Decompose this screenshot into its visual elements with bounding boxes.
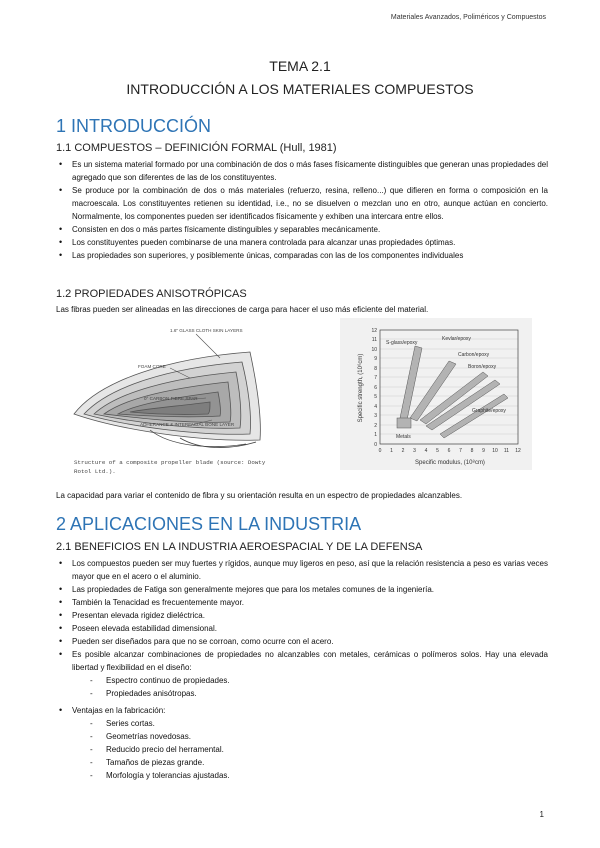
sublist-item: - Espectro continuo de propiedades. [88, 674, 548, 687]
material-boron-epoxy: Boron/epoxy [468, 364, 497, 370]
page-title: INTRODUCCIÓN A LOS MATERIALES COMPUESTOS [126, 81, 474, 97]
list-item-text: Es posible alcanzar combinaciones de propiedades no alcanzables con metales, cerámicas o polímeros solos. Hay una elevada libertad y flexibilidad en el diseño: [72, 650, 548, 672]
figure-1-caption-line-2: Rotol Ltd.). [74, 468, 116, 475]
y-tick: 5 [374, 394, 377, 400]
y-tick: 12 [371, 328, 377, 334]
section-1-heading: 1 INTRODUCCIÓN [56, 116, 212, 136]
x-tick: 10 [492, 448, 498, 454]
running-header: Materiales Avanzados, Poliméricos y Compuestos [390, 14, 546, 21]
x-tick: 5 [436, 448, 439, 454]
subsection-1-2-heading: 1.2 PROPIEDADES ANISOTRÓPICAS [56, 288, 247, 300]
list-item: • Pueden ser diseñados para que no se corroan, como ocurre con el acero. [56, 635, 548, 648]
material-graphite-epoxy: Graphite/epoxy [472, 408, 506, 414]
manufacturing-sublist [88, 717, 548, 782]
list-item: • Consisten en dos o más partes físicamente distinguibles y separables mecánicamente. [56, 223, 548, 236]
label-carbon-spar: 0° CARBON FIBRE SPAR [144, 396, 198, 401]
x-tick: 2 [401, 448, 405, 454]
y-tick: 3 [374, 413, 377, 419]
sublist-item: - Morfología y tolerancias ajustadas. [88, 769, 548, 782]
label-glass-cloth: 1.6" GLASS CLOTH SKIN LAYERS [170, 328, 243, 333]
x-tick: 4 [424, 448, 428, 454]
design-sublist [88, 674, 548, 700]
anisotropy-intro: Las fibras pueden ser alineadas en las direcciones de carga para hacer el uso más eficiente del material. [56, 305, 429, 314]
propeller-blade-diagram [60, 318, 322, 478]
x-tick: 8 [470, 448, 474, 454]
y-tick: 6 [374, 385, 377, 391]
figure-1-caption-line-1: Structure of a composite propeller blade (source: Dowty [74, 459, 266, 466]
material-carbon-epoxy: Carbon/epoxy [458, 352, 490, 358]
x-tick: 3 [413, 448, 416, 454]
material-s-glass-epoxy: S-glass/epoxy [386, 340, 418, 346]
material-metals: Metals [396, 434, 411, 440]
y-tick: 11 [371, 337, 377, 343]
list-item: • Los constituyentes pueden combinarse de una manera controlada para alcanzar unas propiedades óptimas. [56, 236, 548, 249]
list-item [56, 704, 548, 782]
label-adherance-layer: ADHERANCE & INTERFACIAL BONE LAYER [140, 422, 235, 427]
y-axis-label: Specific strength, (10⁶cm) [358, 353, 364, 423]
subsection-1-1-title: 1.1 COMPUESTOS – DEFINICIÓN FORMAL [56, 142, 277, 154]
sublist-item: - Propiedades anisótropas. [88, 687, 548, 700]
x-tick: 7 [459, 448, 462, 454]
section-2-heading: 2 APLICACIONES EN LA INDUSTRIA [56, 514, 362, 534]
list-item: • Los compuestos pueden ser muy fuertes y rígidos, aunque muy ligeros en peso, así que la relación resistencia a peso es varias veces mayor que en el acero o el aluminio. [56, 557, 548, 583]
y-tick: 7 [374, 375, 377, 381]
propeller-blade-figure [60, 318, 322, 478]
citation: (Hull, 1981) [279, 142, 337, 154]
list-item: • Las propiedades de Fatiga son generalmente mejores que para los metales comunes de la ingeniería. [56, 583, 548, 596]
list-item: • Es un sistema material formado por una combinación de dos o más fases físicamente distinguibles que generan unas propiedades del agregado que son diferentes de las de los constituyentes. [56, 158, 548, 184]
benefits-list [56, 557, 548, 782]
x-tick: 0 [378, 448, 382, 454]
material-kevlar-epoxy: Kevlar/epoxy [442, 336, 471, 342]
y-tick: 1 [374, 432, 377, 438]
y-tick: 4 [374, 404, 377, 410]
x-axis-label: Specific modulus, (10⁸cm) [415, 460, 485, 466]
anisotropy-closing: La capacidad para variar el contenido de fibra y su orientación resulta en un espectro de propiedades alcanzables. [56, 491, 463, 500]
topic-number: TEMA 2.1 [269, 58, 331, 74]
subsection-2-1-heading: 2.1 BENEFICIOS EN LA INDUSTRIA AEROESPACIAL Y DE LA DEFENSA [56, 541, 423, 553]
sublist-item: - Series cortas. [88, 717, 548, 730]
x-tick: 11 [503, 448, 510, 454]
list-item: • Poseen elevada estabilidad dimensional. [56, 622, 548, 635]
y-tick: 2 [374, 423, 377, 429]
page-number: 1 [539, 810, 544, 819]
sublist-item: - Reducido precio del herramental. [88, 743, 548, 756]
label-foam-core: FOAM CORE [138, 364, 166, 369]
list-item: • También la Tenacidad es frecuentemente mayor. [56, 596, 548, 609]
x-tick: 9 [482, 448, 485, 454]
sublist-item: - Tamaños de piezas grande. [88, 756, 548, 769]
x-tick: 6 [447, 448, 451, 454]
list-item: • Presentan elevada rigidez dieléctrica. [56, 609, 548, 622]
y-tick: 0 [374, 442, 377, 448]
y-tick: 8 [374, 366, 377, 372]
strength-modulus-chart [340, 318, 532, 470]
x-tick: 1 [390, 448, 393, 454]
list-item: • Se produce por la combinación de dos o más materiales (refuerzo, resina, relleno...) que difieren en forma o composición en la macroescala. Los constituyentes retienen su identidad, i.e., no se disuelven o mezclan uno en otro, aunque actúan en concierto. Normalmente, los componentes pueden ser identificados físicamente y exhiben una intercara entre ellos. [56, 184, 548, 223]
subsection-1-1-heading [56, 142, 337, 154]
y-tick: 9 [374, 356, 377, 362]
list-item-text: Ventajas en la fabricación: [72, 706, 166, 715]
list-item [56, 648, 548, 700]
sublist-item: - Geometrías novedosas. [88, 730, 548, 743]
y-tick: 10 [371, 347, 377, 353]
strength-modulus-diagram [340, 318, 532, 470]
definition-list [56, 158, 548, 262]
list-item: • Las propiedades son superiores, y posiblemente únicas, comparadas con las de los componentes individuales [56, 249, 548, 262]
x-tick: 12 [515, 448, 521, 454]
